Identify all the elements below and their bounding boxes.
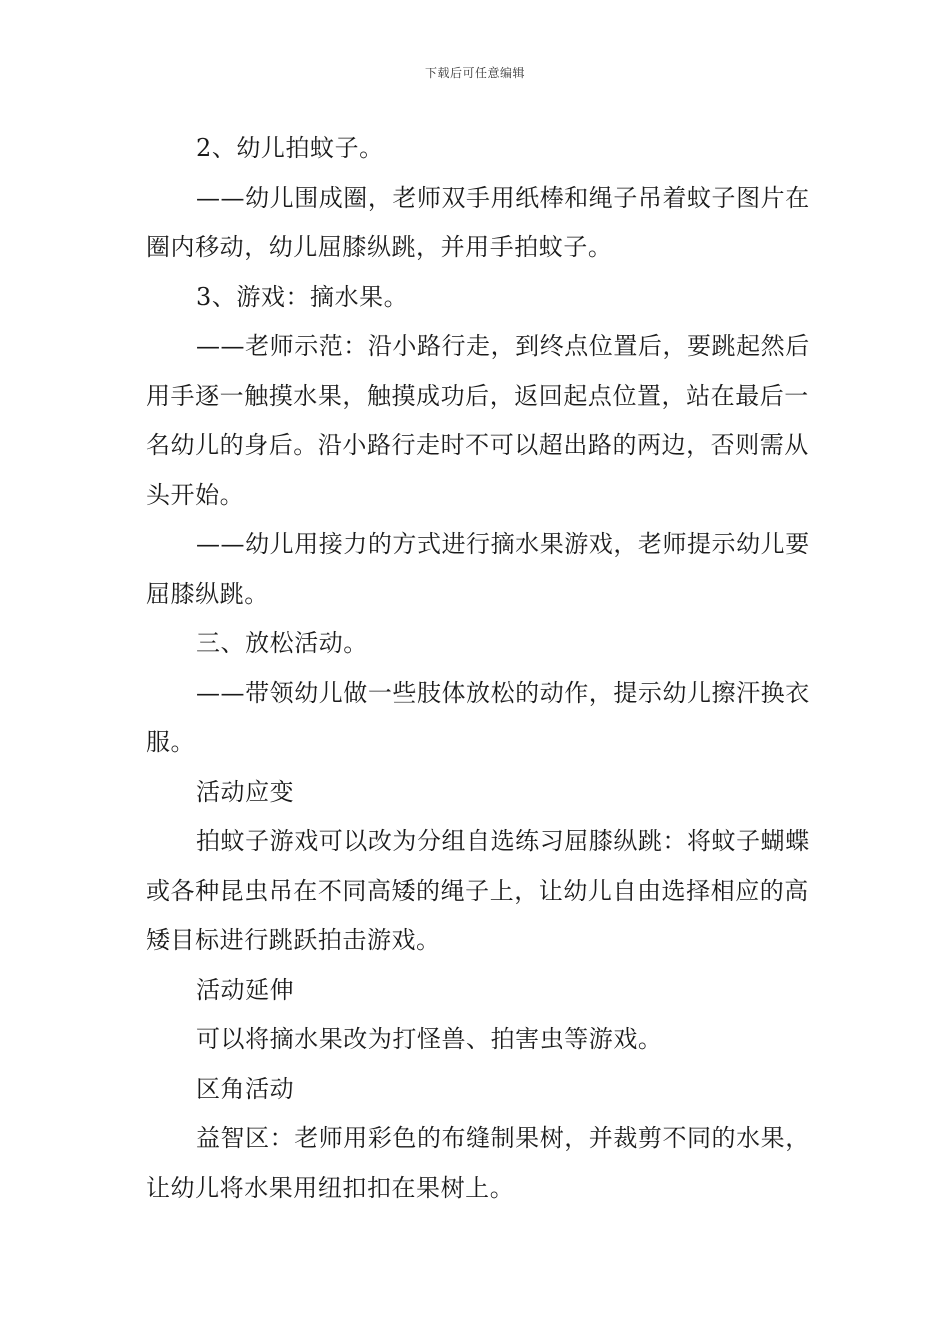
page-header: 下载后可任意编辑 [424,66,525,80]
paragraph-adaptation: 拍蚊子游戏可以改为分组自选练习屈膝纵跳：将蚊子蝴蝶或各种昆虫吊在不同高矮的绳子上，让幼儿自由选择相应的高矮目标进行跳跃拍击游戏。 [146,827,810,954]
section-heading-adaptation: 活动应变 [196,777,295,806]
section-heading-corner-activity: 区角活动 [196,1074,295,1103]
paragraph-pat-mosquito-instructions: ——幼儿围成圈，老师双手用纸棒和绳子吊着蚊子图片在圈内移动，幼儿屈膝纵跳，并用手拍蚊子。 [146,183,810,261]
paragraph-relax-instructions: ——带领幼儿做一些肢体放松的动作，提示幼儿擦汗换衣服。 [146,678,810,756]
step-heading-pat-mosquito: 2、幼儿拍蚊子。 [196,134,384,162]
paragraph-teacher-demo: ——老师示范：沿小路行走，到终点位置后，要跳起然后用手逐一触摸水果，触摸成功后，返回起点位置，站在最后一名幼儿的身后。沿小路行走时不可以超出路的两边，否则需从头开始。 [146,332,810,509]
document-body [146,124,810,1213]
paragraph-relay-game: ——幼儿用接力的方式进行摘水果游戏，老师提示幼儿要屈膝纵跳。 [146,530,810,608]
section-heading-relax: 三、放松活动。 [196,629,368,657]
paragraph-corner-activity: 益智区：老师用彩色的布缝制果树，并裁剪不同的水果，让幼儿将水果用纽扣扣在果树上。 [146,1124,810,1202]
step-heading-pick-fruit: 3、游戏：摘水果。 [196,282,409,311]
paragraph-extension: 可以将摘水果改为打怪兽、拍害虫等游戏。 [196,1025,663,1053]
section-heading-extension: 活动延伸 [196,975,295,1004]
